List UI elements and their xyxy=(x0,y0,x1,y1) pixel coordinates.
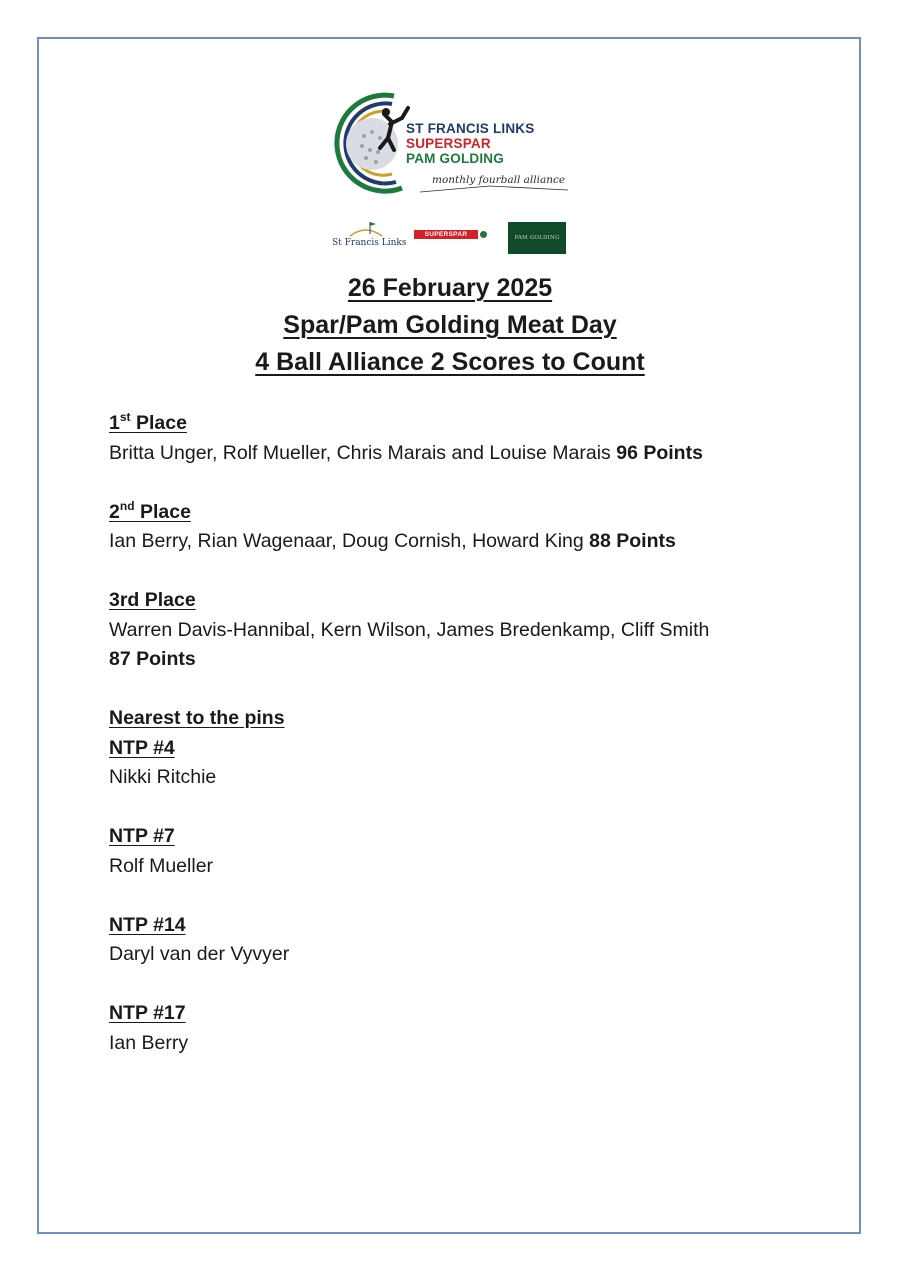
ntp-winner: Rolf Mueller xyxy=(109,854,214,877)
third-place-players: Warren Davis-Hannibal, Kern Wilson, James Bredenkamp, Cliff Smith xyxy=(109,618,710,641)
first-place-title: 1st Place xyxy=(109,410,187,434)
nearest-pins-title: Nearest to the pins xyxy=(109,707,285,729)
nearest-pins-header xyxy=(109,704,849,734)
event-logo xyxy=(332,88,582,200)
third-place-section xyxy=(109,586,849,675)
spar-tree-icon xyxy=(480,231,487,238)
pam-golding-text: PAM GOLDING xyxy=(514,235,560,241)
ntp-item xyxy=(109,911,849,970)
first-place-points: 96 Points xyxy=(616,441,703,464)
ntp-item xyxy=(109,734,849,793)
second-place-section xyxy=(109,498,849,557)
first-place-section xyxy=(109,409,849,468)
ntp-hole: NTP #14 xyxy=(109,913,186,936)
event-date: 26 February 2025 xyxy=(347,274,553,302)
third-place-points: 87 Points xyxy=(109,648,196,670)
pam-golding-logo xyxy=(508,222,566,254)
ntp-hole: NTP #7 xyxy=(109,825,175,847)
flag-icon xyxy=(346,220,386,238)
logo-line-superspar: SUPERSPAR xyxy=(406,136,491,151)
ntp-winner: Ian Berry xyxy=(109,1031,189,1054)
results-content xyxy=(109,409,849,1088)
second-place-title: 2nd Place xyxy=(109,498,191,523)
logo-line-st-francis: ST FRANCIS LINKS xyxy=(406,121,535,136)
event-name: Spar/Pam Golding Meat Day xyxy=(283,311,617,339)
logo-tagline: monthly fourball alliance xyxy=(432,174,566,186)
second-place-players: Ian Berry, Rian Wagenaar, Doug Cornish, Howard King 88 Points xyxy=(109,530,676,552)
event-format: 4 Ball Alliance 2 Scores to Count xyxy=(255,348,645,376)
first-place-players: Britta Unger, Rolf Mueller, Chris Marais and Louise Marais 96 Points xyxy=(109,441,703,464)
superspar-logo xyxy=(414,230,486,252)
sponsor-strip xyxy=(330,220,570,256)
ntp-winner: Daryl van der Vyvyer xyxy=(109,943,290,965)
st-francis-links-text: St Francis Links xyxy=(332,238,407,248)
third-place-title: 3rd Place xyxy=(109,589,196,611)
st-francis-links-logo xyxy=(330,220,405,256)
title-block xyxy=(0,270,900,381)
ntp-winner: Nikki Ritchie xyxy=(109,766,217,788)
ntp-item xyxy=(109,999,849,1058)
logo-line-pam-golding: PAM GOLDING xyxy=(406,151,504,166)
superspar-text: SUPERSPAR xyxy=(414,230,478,239)
ntp-hole: NTP #4 xyxy=(109,736,175,759)
second-place-points: 88 Points xyxy=(589,530,676,552)
ntp-hole: NTP #17 xyxy=(109,1002,186,1024)
ntp-item xyxy=(109,822,849,881)
